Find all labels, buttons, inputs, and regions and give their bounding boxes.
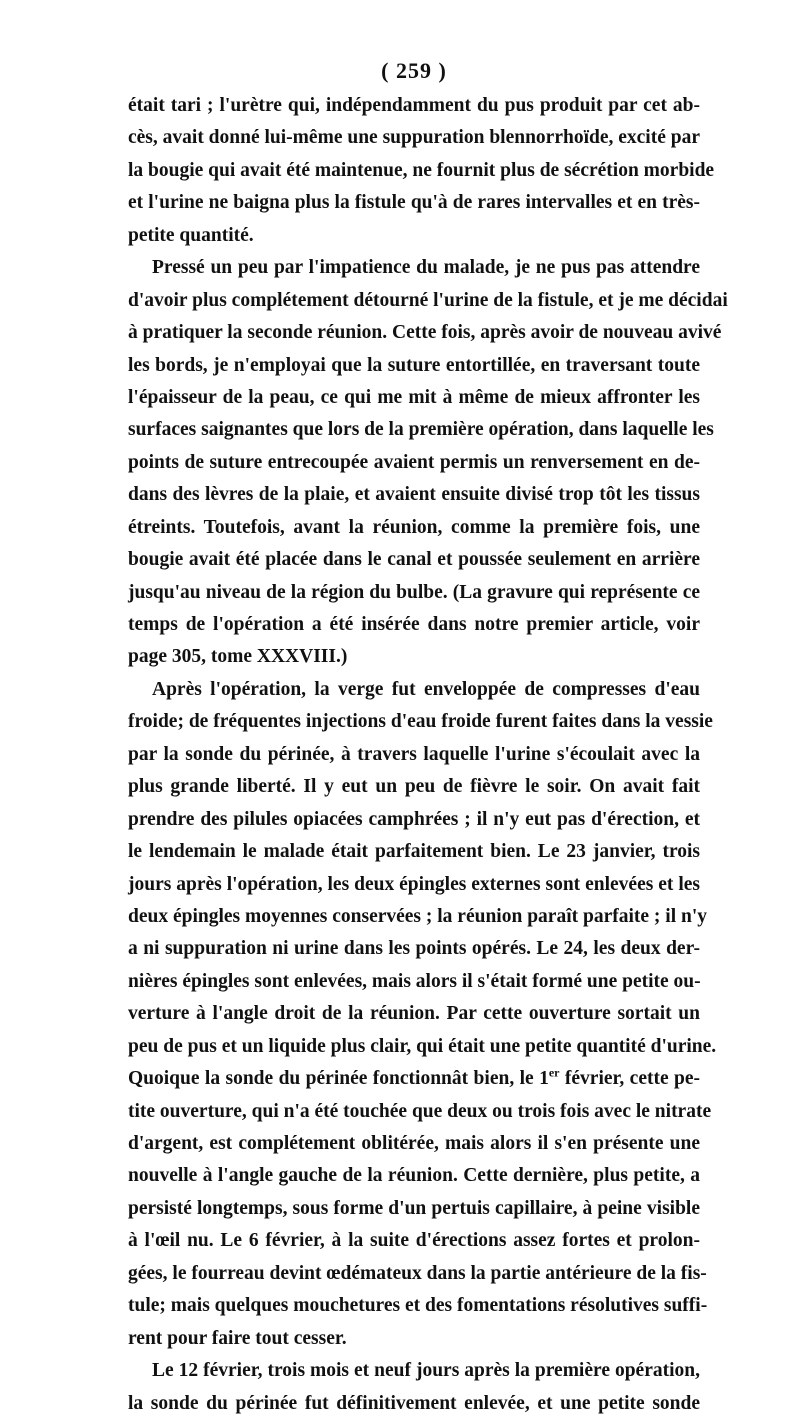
text-line: gées, le fourreau devint œdémateux dans la partie antérieure de la fis-: [128, 1262, 707, 1284]
text-line: [128, 1063, 700, 1095]
text-line: d'argent, est complétement oblitérée, mais alors il s'en présente une: [128, 1133, 700, 1154]
text-segment: février, cette pe-: [559, 1068, 701, 1090]
text-line: rent pour faire tout cesser.: [128, 1327, 347, 1349]
text-line: Le 12 février, trois mois et neuf jours après la première opération,: [152, 1360, 700, 1382]
text-line: surfaces saignantes que lors de la première opération, dans laquelle les: [128, 419, 714, 441]
text-line: Après l'opération, la verge fut enveloppée de compresses d'eau: [152, 678, 700, 700]
text-line: nouvelle à l'angle gauche de la réunion. Cette dernière, plus petite, a: [128, 1165, 700, 1187]
text-line: le lendemain le malade était parfaitement bien. Le 23 janvier, trois: [128, 841, 700, 863]
text-line: jusqu'au niveau de la région du bulbe. (La gravure qui représente ce: [128, 581, 700, 603]
text-line: tite ouverture, qui n'a été touchée que deux ou trois fois avec le nitrate: [128, 1100, 712, 1122]
text-line: Pressé un peu par l'impatience du malade, je ne pus pas attendre: [152, 257, 700, 279]
text-line: cès, avait donné lui-même une suppuration blennorrhoïde, excité par: [128, 127, 701, 149]
text-line: plus grande liberté. Il y eut un peu de fièvre le soir. On avait fait: [128, 776, 700, 798]
text-line: tule; mais quelques mouchetures et des fomentations résolutives suffi-: [128, 1295, 708, 1317]
body-text: [128, 90, 728, 1420]
page-number: ( 259 ): [381, 58, 447, 83]
text-line: à l'œil nu. Le 6 février, à la suite d'érections assez fortes et prolon-: [128, 1230, 700, 1252]
text-line: persisté longtemps, sous forme d'un pertuis capillaire, à peine visible: [128, 1197, 700, 1219]
text-line: par la sonde du périnée, à travers laquelle l'urine s'écoulait avec la: [128, 743, 700, 765]
text-line: les bords, je n'employai que la suture entortillée, en traversant toute: [128, 354, 700, 376]
text-line: page 305, tome XXXVIII.): [128, 646, 348, 668]
text-line: étreints. Toutefois, avant la réunion, comme la première fois, une: [128, 516, 700, 538]
text-line: à pratiquer la seconde réunion. Cette fois, après avoir de nouveau avivé: [128, 322, 722, 344]
superscript: er: [548, 1065, 560, 1080]
text-line: points de suture entrecoupée avaient permis un renversement en de-: [128, 451, 700, 473]
text-line: temps de l'opération a été insérée dans notre premier article, voir: [128, 614, 700, 635]
text-line: d'avoir plus complétement détourné l'urine de la fistule, et je me décidai: [128, 289, 728, 311]
text-line: petite quantité.: [128, 224, 254, 246]
text-line: l'épaisseur de la peau, ce qui me mit à même de mieux affronter les: [128, 386, 700, 408]
text-line: prendre des pilules opiacées camphrées ; il n'y eut pas d'érection, et: [128, 808, 700, 830]
text-line: la sonde du périnée fut définitivement enlevée, et une petite sonde: [128, 1392, 700, 1414]
text-line: nières épingles sont enlevées, mais alors il s'était formé une petite ou-: [128, 970, 701, 992]
text-line: était tari ; l'urètre qui, indépendamment du pus produit par cet ab-: [128, 95, 700, 116]
text-line: peu de pus et un liquide plus clair, qui était une petite quantité d'urine.: [128, 1035, 717, 1057]
text-line: jours après l'opération, les deux épingles externes sont enlevées et les: [128, 873, 700, 895]
text-line: verture à l'angle droit de la réunion. Par cette ouverture sortait un: [128, 1003, 700, 1025]
text-line: la bougie qui avait été maintenue, ne fournit plus de sécrétion morbide: [128, 159, 715, 181]
text-line: et l'urine ne baigna plus la fistule qu'à de rares intervalles et en très-: [128, 192, 700, 214]
text-line: deux épingles moyennes conservées ; la réunion paraît parfaite ; il n'y: [128, 905, 708, 927]
text-line: a ni suppuration ni urine dans les points opérés. Le 24, les deux der-: [128, 938, 700, 960]
text-line: dans des lèvres de la plaie, et avaient ensuite divisé trop tôt les tissus: [128, 484, 700, 506]
text-segment: Quoique la sonde du périnée fonctionnât bien, le 1: [128, 1068, 549, 1090]
text-line: bougie avait été placée dans le canal et poussée seulement en arrière: [128, 549, 700, 571]
text-line: froide; de fréquentes injections d'eau froide furent faites dans la vessie: [128, 711, 713, 733]
